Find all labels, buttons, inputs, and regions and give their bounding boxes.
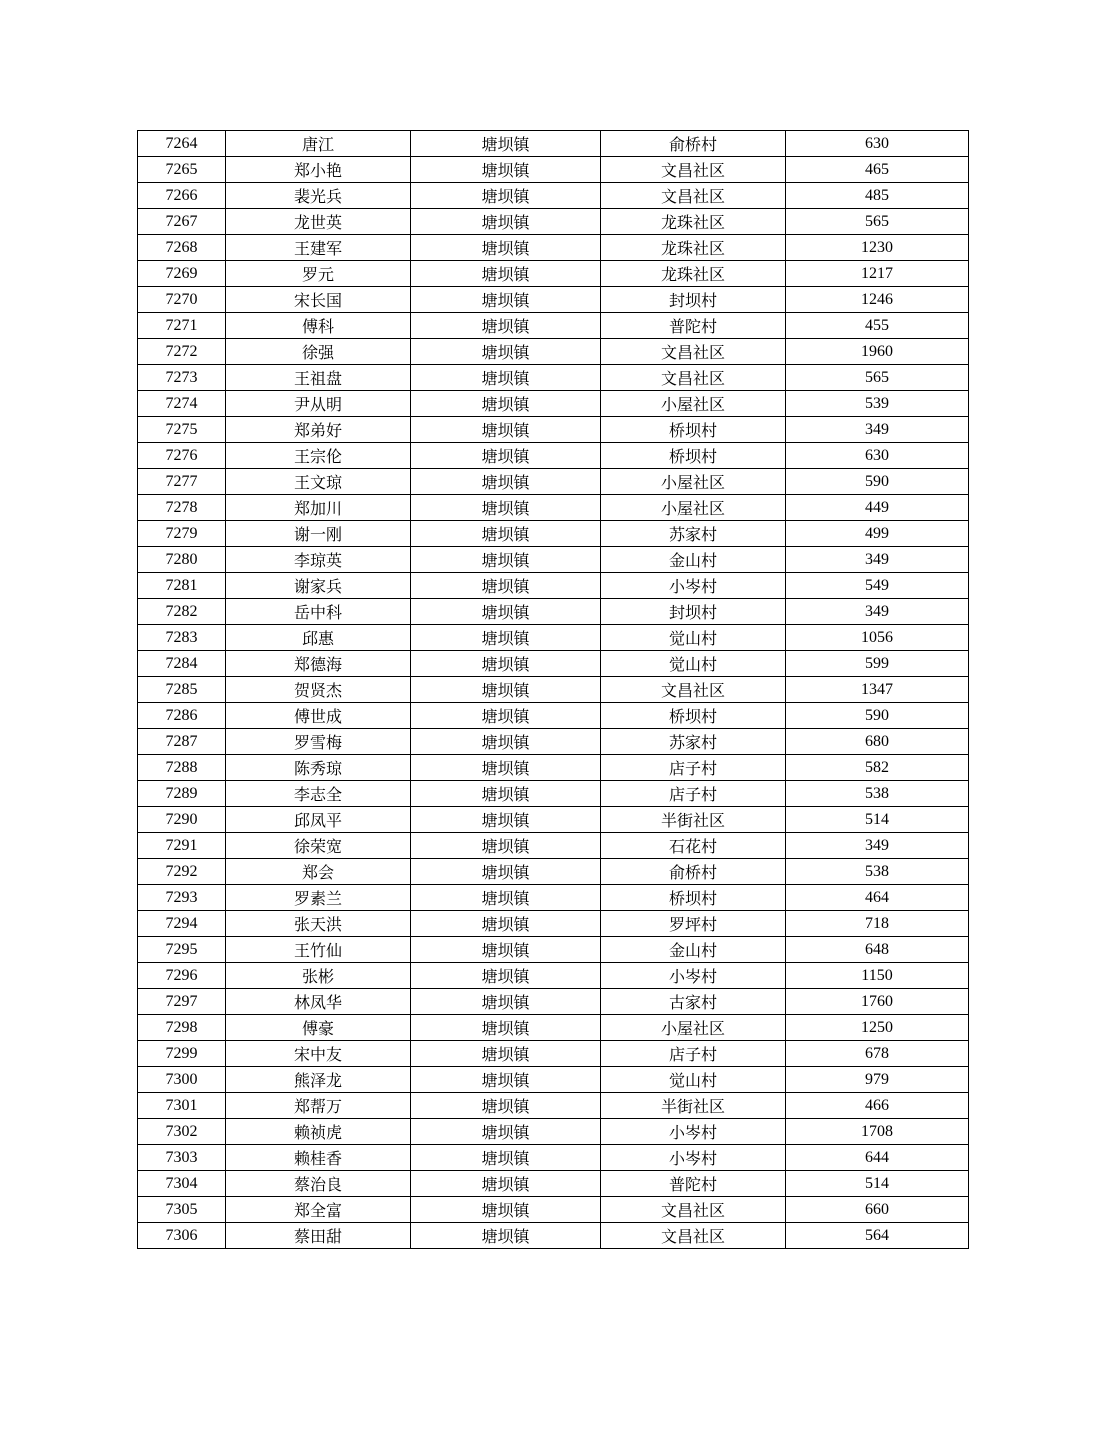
table-row: [138, 521, 969, 547]
table-cell-amount: 644: [786, 1145, 969, 1171]
table-cell-amount: 465: [786, 157, 969, 183]
table-cell-village: 小岑村: [601, 963, 786, 989]
table-row: [138, 313, 969, 339]
table-cell-amount: 1347: [786, 677, 969, 703]
table-cell-amount: 514: [786, 807, 969, 833]
table-cell-name: 徐强: [226, 339, 411, 365]
table-cell-id: 7306: [138, 1223, 226, 1249]
table-cell-town: 塘坝镇: [411, 703, 601, 729]
table-cell-town: 塘坝镇: [411, 1119, 601, 1145]
table-cell-village: 小岑村: [601, 1119, 786, 1145]
table-cell-town: 塘坝镇: [411, 1145, 601, 1171]
table-cell-town: 塘坝镇: [411, 625, 601, 651]
table-row: [138, 339, 969, 365]
table-cell-village: 半街社区: [601, 1093, 786, 1119]
table-cell-amount: 1708: [786, 1119, 969, 1145]
table-cell-amount: 1217: [786, 261, 969, 287]
table-cell-town: 塘坝镇: [411, 1197, 601, 1223]
table-cell-id: 7289: [138, 781, 226, 807]
table-cell-name: 赖祯虎: [226, 1119, 411, 1145]
table-cell-town: 塘坝镇: [411, 1015, 601, 1041]
table-cell-village: 桥坝村: [601, 443, 786, 469]
table-row: [138, 1119, 969, 1145]
table-cell-town: 塘坝镇: [411, 1171, 601, 1197]
table-row: [138, 729, 969, 755]
table-cell-name: 宋长国: [226, 287, 411, 313]
table-cell-name: 张天洪: [226, 911, 411, 937]
table-cell-amount: 1760: [786, 989, 969, 1015]
table-row: [138, 651, 969, 677]
table-cell-id: 7275: [138, 417, 226, 443]
table-cell-amount: 1250: [786, 1015, 969, 1041]
table-cell-id: 7287: [138, 729, 226, 755]
table-row: [138, 209, 969, 235]
table-cell-id: 7268: [138, 235, 226, 261]
table-cell-amount: 514: [786, 1171, 969, 1197]
table-row: [138, 1041, 969, 1067]
table-cell-town: 塘坝镇: [411, 183, 601, 209]
table-row: [138, 1223, 969, 1249]
table-row: [138, 859, 969, 885]
table-cell-name: 罗元: [226, 261, 411, 287]
table-cell-id: 7265: [138, 157, 226, 183]
table-cell-town: 塘坝镇: [411, 365, 601, 391]
table-cell-amount: 678: [786, 1041, 969, 1067]
table-cell-village: 石花村: [601, 833, 786, 859]
table-row: [138, 573, 969, 599]
table-cell-village: 觉山村: [601, 1067, 786, 1093]
table-cell-amount: 599: [786, 651, 969, 677]
table-cell-town: 塘坝镇: [411, 157, 601, 183]
table-cell-town: 塘坝镇: [411, 937, 601, 963]
table-cell-name: 熊泽龙: [226, 1067, 411, 1093]
table-cell-amount: 630: [786, 443, 969, 469]
table-row: [138, 235, 969, 261]
table-cell-amount: 464: [786, 885, 969, 911]
table-cell-name: 郑帮万: [226, 1093, 411, 1119]
table-cell-name: 宋中友: [226, 1041, 411, 1067]
table-cell-id: 7271: [138, 313, 226, 339]
table-row: [138, 157, 969, 183]
table-cell-amount: 549: [786, 573, 969, 599]
table-cell-id: 7297: [138, 989, 226, 1015]
table-cell-village: 俞桥村: [601, 859, 786, 885]
table-cell-village: 文昌社区: [601, 157, 786, 183]
table-cell-id: 7264: [138, 131, 226, 157]
table-cell-name: 郑全富: [226, 1197, 411, 1223]
table-cell-id: 7269: [138, 261, 226, 287]
table-cell-village: 文昌社区: [601, 1197, 786, 1223]
table-cell-amount: 349: [786, 833, 969, 859]
table-cell-town: 塘坝镇: [411, 833, 601, 859]
table-cell-amount: 466: [786, 1093, 969, 1119]
table-cell-village: 半街社区: [601, 807, 786, 833]
table-cell-town: 塘坝镇: [411, 781, 601, 807]
table-cell-name: 龙世英: [226, 209, 411, 235]
table-cell-village: 文昌社区: [601, 1223, 786, 1249]
table-cell-name: 林凤华: [226, 989, 411, 1015]
table-row: [138, 937, 969, 963]
table-row: [138, 1015, 969, 1041]
table-cell-id: 7286: [138, 703, 226, 729]
table-cell-village: 小岑村: [601, 573, 786, 599]
table-cell-amount: 1056: [786, 625, 969, 651]
table-cell-name: 王宗伦: [226, 443, 411, 469]
table-cell-village: 苏家村: [601, 729, 786, 755]
table-row: [138, 1093, 969, 1119]
table-cell-name: 赖桂香: [226, 1145, 411, 1171]
table-cell-name: 傅科: [226, 313, 411, 339]
table-cell-village: 普陀村: [601, 313, 786, 339]
table-cell-town: 塘坝镇: [411, 261, 601, 287]
table-cell-amount: 349: [786, 599, 969, 625]
table-cell-amount: 648: [786, 937, 969, 963]
table-row: [138, 599, 969, 625]
table-cell-id: 7282: [138, 599, 226, 625]
table-cell-name: 邱凤平: [226, 807, 411, 833]
table-cell-name: 郑德海: [226, 651, 411, 677]
table-cell-id: 7281: [138, 573, 226, 599]
table-cell-amount: 1246: [786, 287, 969, 313]
table-cell-town: 塘坝镇: [411, 729, 601, 755]
table-cell-amount: 564: [786, 1223, 969, 1249]
table-cell-name: 郑弟好: [226, 417, 411, 443]
table-cell-id: 7274: [138, 391, 226, 417]
table-cell-village: 金山村: [601, 937, 786, 963]
table-cell-name: 唐江: [226, 131, 411, 157]
table-cell-village: 店子村: [601, 755, 786, 781]
table-row: [138, 131, 969, 157]
table-cell-id: 7300: [138, 1067, 226, 1093]
table-cell-name: 傅世成: [226, 703, 411, 729]
table-cell-town: 塘坝镇: [411, 573, 601, 599]
table-cell-id: 7290: [138, 807, 226, 833]
table-cell-village: 桥坝村: [601, 703, 786, 729]
table-row: [138, 183, 969, 209]
table-cell-id: 7277: [138, 469, 226, 495]
table-cell-village: 觉山村: [601, 625, 786, 651]
table-row: [138, 989, 969, 1015]
table-cell-town: 塘坝镇: [411, 755, 601, 781]
table-cell-name: 罗雪梅: [226, 729, 411, 755]
table-row: [138, 469, 969, 495]
table-cell-town: 塘坝镇: [411, 599, 601, 625]
table-cell-id: 7302: [138, 1119, 226, 1145]
table-row: [138, 443, 969, 469]
table-cell-village: 龙珠社区: [601, 261, 786, 287]
table-cell-id: 7270: [138, 287, 226, 313]
records-table: [137, 130, 969, 1249]
table-cell-amount: 718: [786, 911, 969, 937]
table-cell-name: 王祖盘: [226, 365, 411, 391]
table-cell-town: 塘坝镇: [411, 885, 601, 911]
table-cell-name: 王建军: [226, 235, 411, 261]
table-row: [138, 703, 969, 729]
table-cell-village: 觉山村: [601, 651, 786, 677]
table-cell-name: 岳中科: [226, 599, 411, 625]
table-cell-name: 郑加川: [226, 495, 411, 521]
table-cell-name: 徐荣宽: [226, 833, 411, 859]
table-cell-id: 7283: [138, 625, 226, 651]
table-cell-amount: 449: [786, 495, 969, 521]
table-cell-id: 7280: [138, 547, 226, 573]
table-cell-id: 7279: [138, 521, 226, 547]
table-cell-town: 塘坝镇: [411, 547, 601, 573]
table-cell-town: 塘坝镇: [411, 417, 601, 443]
table-row: [138, 287, 969, 313]
table-cell-id: 7285: [138, 677, 226, 703]
table-cell-name: 谢家兵: [226, 573, 411, 599]
table-cell-village: 桥坝村: [601, 885, 786, 911]
table-cell-village: 店子村: [601, 1041, 786, 1067]
table-cell-amount: 630: [786, 131, 969, 157]
table-cell-town: 塘坝镇: [411, 807, 601, 833]
table-row: [138, 911, 969, 937]
table-cell-id: 7267: [138, 209, 226, 235]
table-cell-id: 7293: [138, 885, 226, 911]
table-cell-town: 塘坝镇: [411, 131, 601, 157]
table-row: [138, 1145, 969, 1171]
table-cell-amount: 680: [786, 729, 969, 755]
table-cell-amount: 582: [786, 755, 969, 781]
table-cell-amount: 538: [786, 859, 969, 885]
table-cell-id: 7288: [138, 755, 226, 781]
table-cell-id: 7291: [138, 833, 226, 859]
table-cell-amount: 485: [786, 183, 969, 209]
table-cell-name: 郑小艳: [226, 157, 411, 183]
table-cell-town: 塘坝镇: [411, 391, 601, 417]
table-cell-name: 尹从明: [226, 391, 411, 417]
table-cell-amount: 565: [786, 365, 969, 391]
table-cell-name: 蔡田甜: [226, 1223, 411, 1249]
table-cell-id: 7266: [138, 183, 226, 209]
table-row: [138, 885, 969, 911]
table-cell-id: 7296: [138, 963, 226, 989]
table-cell-name: 罗素兰: [226, 885, 411, 911]
table-cell-town: 塘坝镇: [411, 911, 601, 937]
table-cell-village: 文昌社区: [601, 339, 786, 365]
table-row: [138, 391, 969, 417]
table-cell-name: 李志全: [226, 781, 411, 807]
records-table-body: [138, 131, 969, 1249]
table-cell-village: 文昌社区: [601, 365, 786, 391]
table-row: [138, 807, 969, 833]
table-cell-amount: 590: [786, 469, 969, 495]
table-cell-amount: 590: [786, 703, 969, 729]
table-row: [138, 781, 969, 807]
table-row: [138, 1197, 969, 1223]
table-cell-id: 7295: [138, 937, 226, 963]
table-cell-id: 7294: [138, 911, 226, 937]
table-cell-name: 张彬: [226, 963, 411, 989]
table-cell-village: 小屋社区: [601, 1015, 786, 1041]
table-cell-amount: 499: [786, 521, 969, 547]
table-cell-id: 7272: [138, 339, 226, 365]
table-cell-amount: 455: [786, 313, 969, 339]
table-row: [138, 1067, 969, 1093]
table-cell-town: 塘坝镇: [411, 313, 601, 339]
table-cell-id: 7284: [138, 651, 226, 677]
table-row: [138, 495, 969, 521]
table-cell-id: 7304: [138, 1171, 226, 1197]
table-cell-town: 塘坝镇: [411, 469, 601, 495]
table-cell-town: 塘坝镇: [411, 677, 601, 703]
table-cell-village: 古家村: [601, 989, 786, 1015]
table-row: [138, 755, 969, 781]
table-row: [138, 417, 969, 443]
table-cell-id: 7303: [138, 1145, 226, 1171]
table-cell-id: 7298: [138, 1015, 226, 1041]
table-cell-town: 塘坝镇: [411, 1223, 601, 1249]
table-cell-id: 7301: [138, 1093, 226, 1119]
table-row: [138, 833, 969, 859]
table-row: [138, 365, 969, 391]
table-cell-amount: 349: [786, 547, 969, 573]
table-row: [138, 547, 969, 573]
table-cell-village: 罗坪村: [601, 911, 786, 937]
table-row: [138, 261, 969, 287]
table-cell-name: 邱惠: [226, 625, 411, 651]
table-cell-town: 塘坝镇: [411, 209, 601, 235]
table-cell-id: 7299: [138, 1041, 226, 1067]
table-cell-amount: 660: [786, 1197, 969, 1223]
table-cell-village: 桥坝村: [601, 417, 786, 443]
table-cell-amount: 349: [786, 417, 969, 443]
table-cell-id: 7276: [138, 443, 226, 469]
table-cell-name: 裴光兵: [226, 183, 411, 209]
table-cell-id: 7278: [138, 495, 226, 521]
table-cell-town: 塘坝镇: [411, 495, 601, 521]
table-cell-town: 塘坝镇: [411, 989, 601, 1015]
table-cell-amount: 565: [786, 209, 969, 235]
table-cell-name: 王文琼: [226, 469, 411, 495]
table-row: [138, 677, 969, 703]
table-cell-village: 封坝村: [601, 287, 786, 313]
table-cell-name: 蔡治良: [226, 1171, 411, 1197]
table-cell-name: 王竹仙: [226, 937, 411, 963]
table-cell-town: 塘坝镇: [411, 859, 601, 885]
table-cell-village: 店子村: [601, 781, 786, 807]
table-row: [138, 625, 969, 651]
table-cell-village: 小岑村: [601, 1145, 786, 1171]
table-cell-town: 塘坝镇: [411, 521, 601, 547]
table-cell-village: 小屋社区: [601, 469, 786, 495]
table-cell-village: 俞桥村: [601, 131, 786, 157]
table-cell-town: 塘坝镇: [411, 963, 601, 989]
table-cell-name: 谢一刚: [226, 521, 411, 547]
table-cell-town: 塘坝镇: [411, 651, 601, 677]
table-cell-village: 金山村: [601, 547, 786, 573]
table-cell-amount: 979: [786, 1067, 969, 1093]
table-cell-amount: 1960: [786, 339, 969, 365]
table-cell-town: 塘坝镇: [411, 443, 601, 469]
table-cell-village: 苏家村: [601, 521, 786, 547]
table-cell-amount: 539: [786, 391, 969, 417]
table-cell-town: 塘坝镇: [411, 287, 601, 313]
table-cell-town: 塘坝镇: [411, 1093, 601, 1119]
table-cell-village: 文昌社区: [601, 183, 786, 209]
table-cell-name: 傅豪: [226, 1015, 411, 1041]
table-cell-amount: 1230: [786, 235, 969, 261]
table-row: [138, 963, 969, 989]
table-cell-village: 封坝村: [601, 599, 786, 625]
table-cell-id: 7273: [138, 365, 226, 391]
table-cell-village: 龙珠社区: [601, 235, 786, 261]
table-cell-town: 塘坝镇: [411, 339, 601, 365]
table-cell-village: 龙珠社区: [601, 209, 786, 235]
table-cell-town: 塘坝镇: [411, 1067, 601, 1093]
table-cell-village: 普陀村: [601, 1171, 786, 1197]
table-cell-village: 文昌社区: [601, 677, 786, 703]
table-cell-town: 塘坝镇: [411, 235, 601, 261]
table-cell-name: 郑会: [226, 859, 411, 885]
table-cell-amount: 1150: [786, 963, 969, 989]
table-cell-town: 塘坝镇: [411, 1041, 601, 1067]
table-cell-village: 小屋社区: [601, 391, 786, 417]
table-cell-amount: 538: [786, 781, 969, 807]
table-cell-name: 陈秀琼: [226, 755, 411, 781]
table-cell-name: 贺贤杰: [226, 677, 411, 703]
table-cell-id: 7292: [138, 859, 226, 885]
table-cell-name: 李琼英: [226, 547, 411, 573]
table-cell-village: 小屋社区: [601, 495, 786, 521]
table-row: [138, 1171, 969, 1197]
table-cell-id: 7305: [138, 1197, 226, 1223]
